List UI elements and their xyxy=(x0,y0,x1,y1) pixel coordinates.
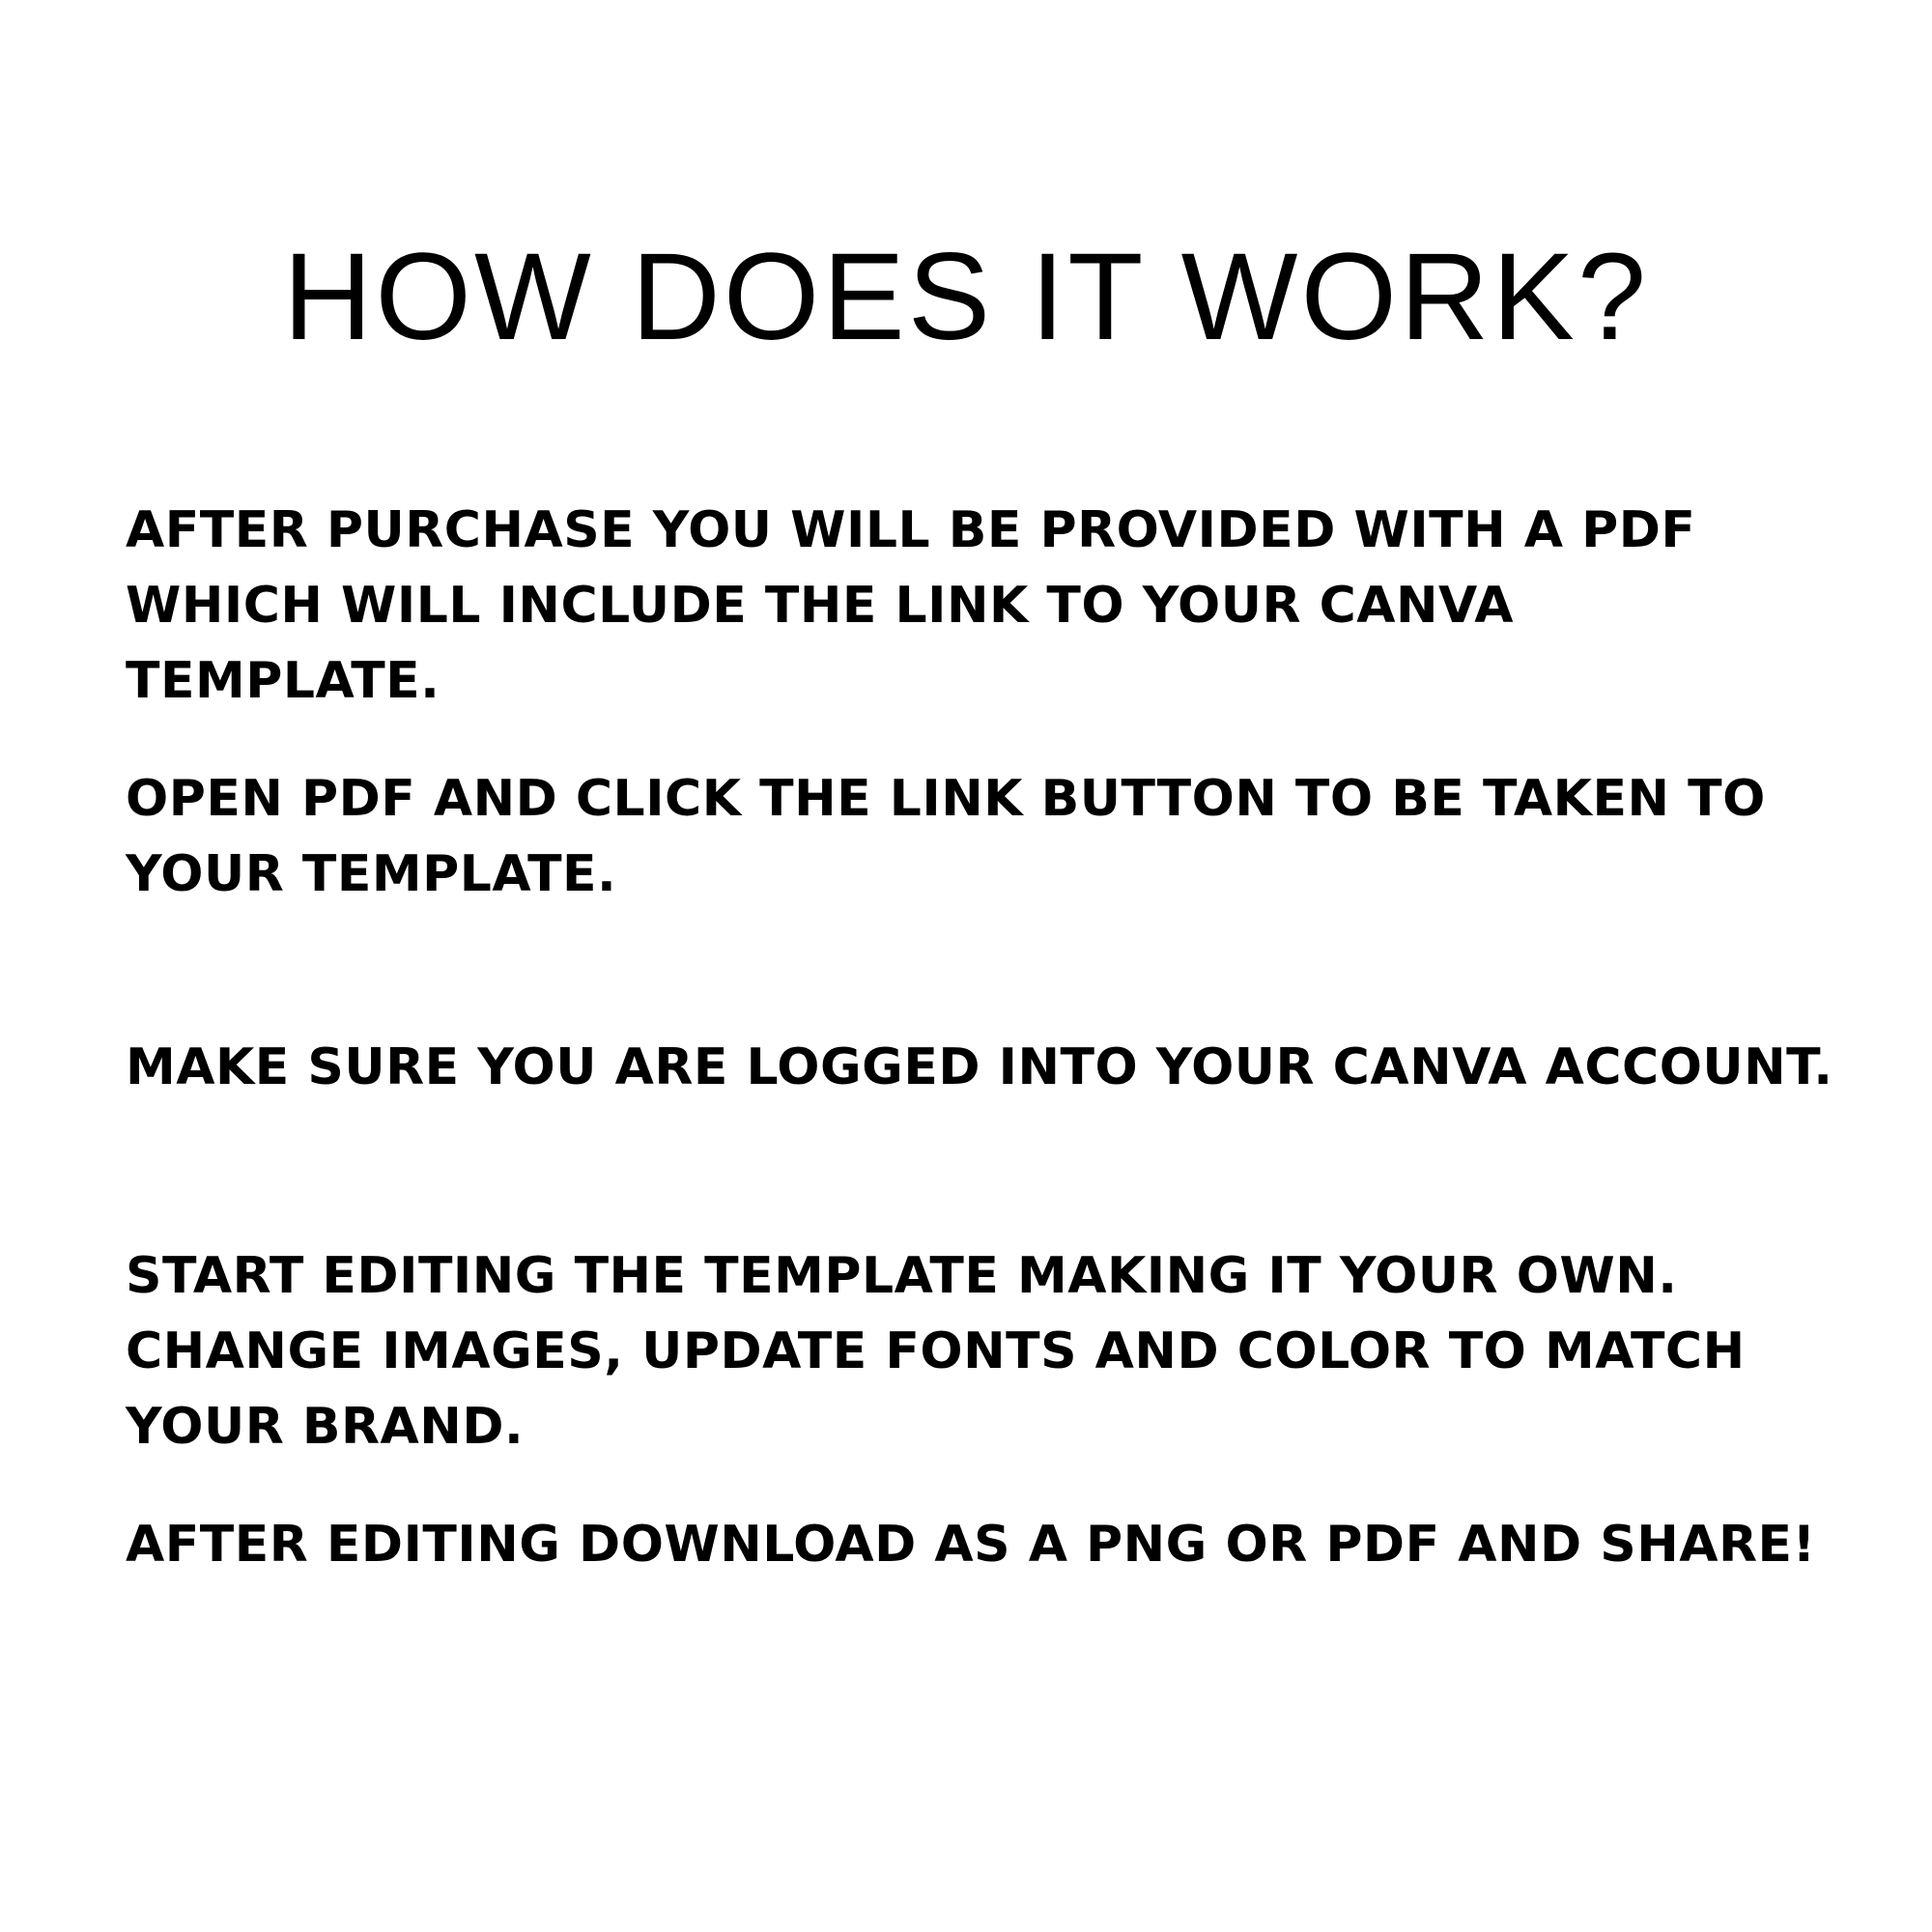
step-2-text: OPEN PDF AND CLICK THE LINK BUTTON TO BE TAKEN TO YOUR TEMPLATE. xyxy=(126,770,1766,903)
step-5-text: AFTER EDITING DOWNLOAD AS A PNG OR PDF AND SHARE! xyxy=(126,1516,1816,1574)
page-title: HOW DOES IT WORK? xyxy=(282,228,1650,366)
step-4-text: START EDITING THE TEMPLATE MAKING IT YOUR OWN. CHANGE IMAGES, UPDATE FONTS AND COLOR TO MATCH YOUR BRAND. xyxy=(126,1247,1746,1456)
step-3-text: MAKE SURE YOU ARE LOGGED INTO YOUR CANVA ACCOUNT. xyxy=(126,1038,1833,1096)
step-1-text: AFTER PURCHASE YOU WILL BE PROVIDED WITH A PDF WHICH WILL INCLUDE THE LINK TO YOUR CANVA TEMPLATE. xyxy=(126,501,1696,710)
